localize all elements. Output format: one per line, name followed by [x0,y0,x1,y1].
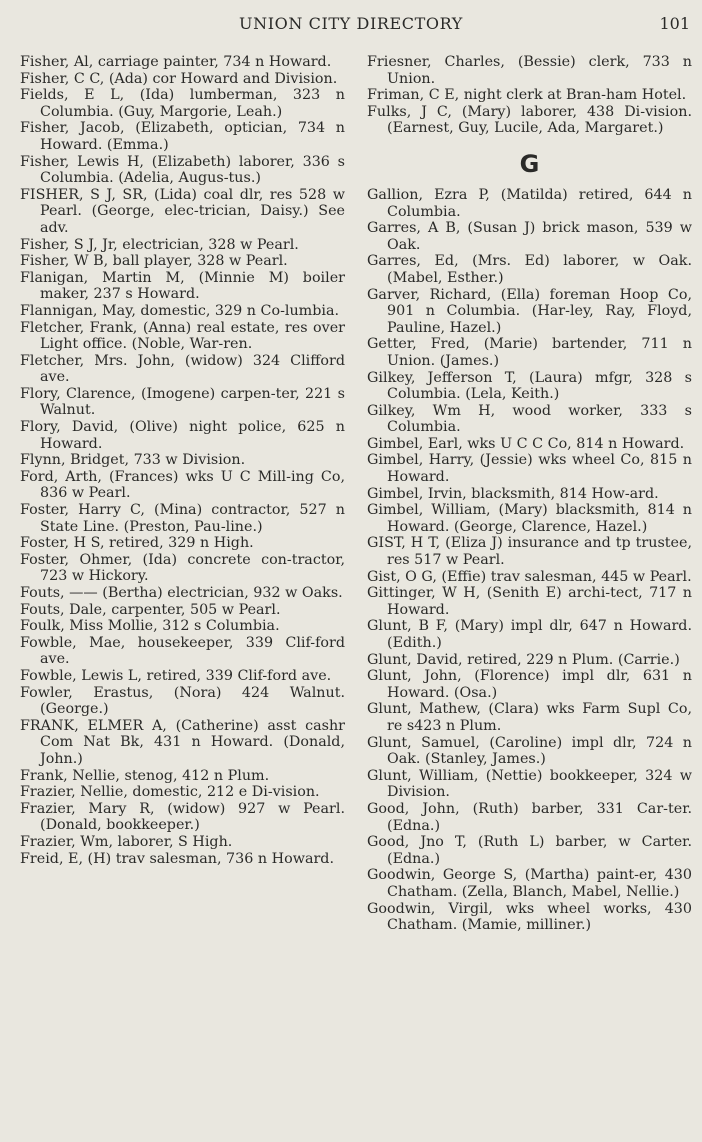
right-column [367,54,692,934]
directory-entry: Getter, Fred, (Marie) bartender, 711 n Union. (James.) [367,336,692,369]
directory-entry: Friman, C E, night clerk at Bran-ham Hotel. [367,87,687,104]
page-header [0,14,702,38]
directory-entry: Good, John, (Ruth) barber, 331 Car-ter. (Edna.) [367,800,692,834]
directory-entry: Gimbel, Irvin, blacksmith, 814 How-ard. [367,485,659,502]
directory-entry: Glunt, John, (Florence) impl dlr, 631 n Howard. (Osa.) [367,668,692,701]
directory-entry: Glunt, David, retired, 229 n Plum. (Carrie.) [367,651,680,668]
directory-entry: Glunt, B F, (Mary) impl dlr, 647 n Howard. (Edith.) [367,618,692,651]
directory-entry: Foulk, Miss Mollie, 312 s Columbia. [20,618,280,635]
directory-entry: Fouts, Dale, carpenter, 505 w Pearl. [20,601,281,618]
right-column-f-entries [367,54,692,137]
directory-entry: Gallion, Ezra P, (Matilda) retired, 644 n Columbia. [367,186,692,220]
right-column-g-entries [367,187,692,934]
directory-entry: Fowler, Erastus, (Nora) 424 Walnut. (George.) [20,684,345,718]
directory-entry: Good, Jno T, (Ruth L) barber, w Carter. (Edna.) [367,834,692,867]
directory-entry: Friesner, Charles, (Bessie) clerk, 733 n Union. [367,54,692,87]
directory-entry: Fowble, Mae, housekeeper, 339 Clif-ford ave. [20,634,345,668]
directory-entry: Fisher, S J, Jr, electrician, 328 w Pearl. [20,236,299,253]
directory-entry: Fisher, W B, ball player, 328 w Pearl. [20,253,288,270]
page-number: 101 [659,14,690,33]
directory-entry: Flanigan, Martin M, (Minnie M) boiler maker, 237 s Howard. [20,269,345,303]
directory-entry: Glunt, William, (Nettie) bookkeeper, 324 w Division. [367,767,692,801]
directory-entry: Fulks, J C, (Mary) laborer, 438 Di-vision. (Earnest, Guy, Lucile, Ada, Margaret.) [367,103,692,137]
directory-entry: FISHER, S J, SR, (Lida) coal dlr, res 528 w Pearl. (George, elec-trician, Daisy.) See adv. [20,186,345,236]
left-column [20,54,345,867]
directory-entry: Fisher, C C, (Ada) cor Howard and Division. [20,70,338,87]
directory-entry: Gittinger, W H, (Senith E) archi-tect, 717 n Howard. [367,585,692,618]
directory-entry: Frazier, Nellie, domestic, 212 e Di-vision. [20,784,320,801]
directory-entry: Flory, David, (Olive) night police, 625 n Howard. [20,419,345,452]
directory-entry: Fouts, —— (Bertha) electrician, 932 w Oaks. [20,585,343,601]
directory-entry: GIST, H T, (Eliza J) insurance and tp trustee, res 517 w Pearl. [367,535,692,569]
directory-entry: Fisher, Jacob, (Elizabeth, optician, 734 n Howard. (Emma.) [20,120,345,153]
directory-entry: Gilkey, Jefferson T, (Laura) mfgr, 328 s Columbia. (Lela, Keith.) [367,369,692,403]
directory-entry: Flannigan, May, domestic, 329 n Co-lumbia. [20,302,340,319]
directory-entry: Ford, Arth, (Frances) wks U C Mill-ing Co, 836 w Pearl. [20,468,345,502]
directory-entry: FRANK, ELMER A, (Catherine) asst cashr Com Nat Bk, 431 n Howard. (Donald, John.) [20,717,345,767]
directory-entry: Goodwin, George S, (Martha) paint-er, 430 Chatham. (Zella, Blanch, Mabel, Nellie.) [367,867,692,900]
directory-entry: Garver, Richard, (Ella) foreman Hoop Co, 901 n Columbia. (Har-ley, Ray, Floyd, Pauline, Hazel.) [367,286,692,336]
directory-entry: Fletcher, Frank, (Anna) real estate, res over Light office. (Noble, War-ren. [20,319,345,353]
directory-entry: Gilkey, Wm H, wood worker, 333 s Columbia. [367,402,692,436]
directory-entry: Fowble, Lewis L, retired, 339 Clif-ford ave. [20,667,332,684]
directory-entry: Garres, A B, (Susan J) brick mason, 539 w Oak. [367,220,692,253]
directory-entry: Frank, Nellie, stenog, 412 n Plum. [20,767,270,784]
directory-entry: Fletcher, Mrs. John, (widow) 324 Clifford ave. [20,352,345,386]
directory-entry: Frazier, Mary R, (widow) 927 w Pearl. (Donald, bookkeeper.) [20,800,345,834]
directory-entry: Garres, Ed, (Mrs. Ed) laborer, w Oak. (Mabel, Esther.) [367,253,692,286]
section-letter-heading: G [519,149,540,178]
directory-entry: Glunt, Samuel, (Caroline) impl dlr, 724 n Oak. (Stanley, James.) [367,734,692,768]
directory-entry: Gimbel, Earl, wks U C C Co, 814 n Howard. [367,435,685,452]
directory-entry: Flynn, Bridget, 733 w Division. [20,452,246,469]
directory-entry: Frazier, Wm, laborer, S High. [20,833,233,850]
directory-entry: Fisher, Al, carriage painter, 734 n Howard. [20,54,332,70]
directory-entry: Glunt, Mathew, (Clara) wks Farm Supl Co, re s423 n Plum. [367,701,692,734]
directory-entry: Flory, Clarence, (Imogene) carpen-ter, 221 s Walnut. [20,385,345,419]
directory-entry: Fisher, Lewis H, (Elizabeth) laborer, 336 s Columbia. (Adelia, Augus-tus.) [20,153,345,187]
directory-entry: Foster, Ohmer, (Ida) concrete con-tractor, 723 w Hickory. [20,551,345,585]
directory-title: UNION CITY DIRECTORY [239,14,463,33]
directory-entry: Gist, O G, (Effie) trav salesman, 445 w Pearl. [367,568,692,585]
directory-entry: Fields, E L, (Ida) lumberman, 323 n Columbia. (Guy, Margorie, Leah.) [20,87,345,120]
directory-entry: Gimbel, William, (Mary) blacksmith, 814 n Howard. (George, Clarence, Hazel.) [367,502,692,535]
directory-entry: Freid, E, (H) trav salesman, 736 n Howard. [20,850,335,867]
directory-entry: Foster, Harry C, (Mina) contractor, 527 n State Line. (Preston, Pau-line.) [20,502,345,535]
directory-entry: Goodwin, Virgil, wks wheel works, 430 Chatham. (Mamie, milliner.) [367,900,692,934]
directory-entry: Foster, H S, retired, 329 n High. [20,535,254,552]
directory-entry: Gimbel, Harry, (Jessie) wks wheel Co, 815 n Howard. [367,452,692,486]
